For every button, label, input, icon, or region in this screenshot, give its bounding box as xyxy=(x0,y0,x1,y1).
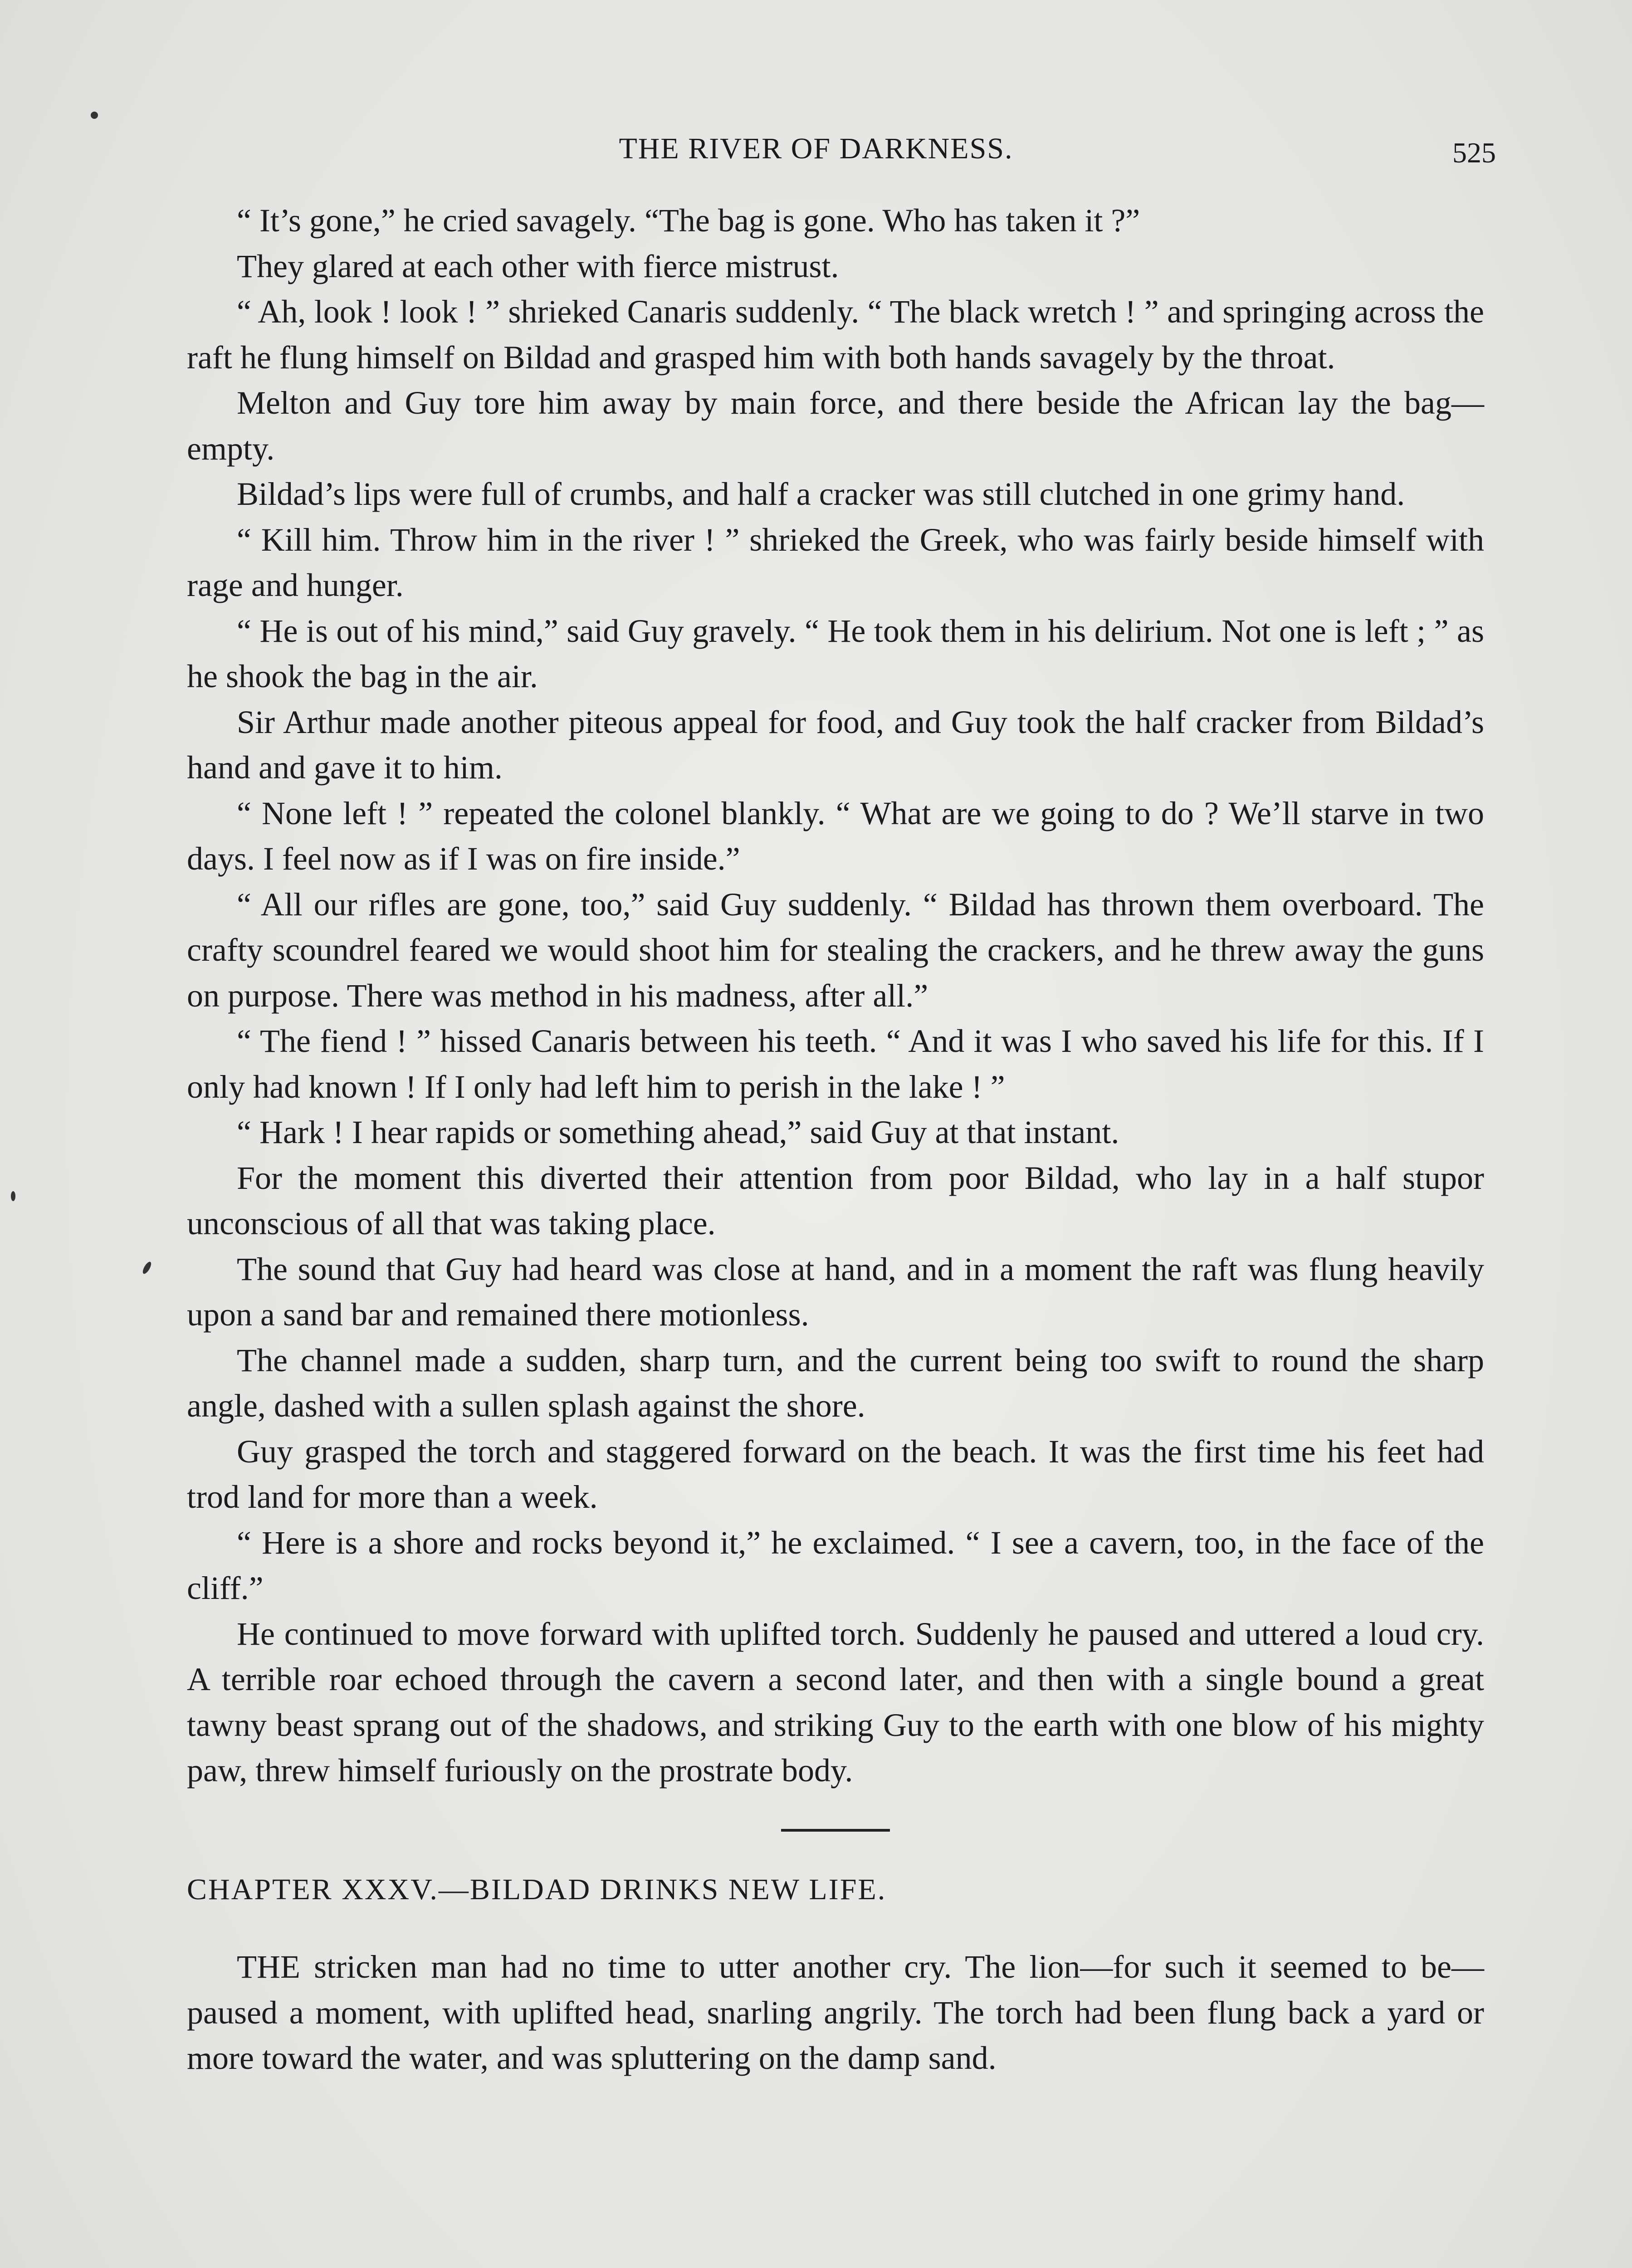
paragraph: Guy grasped the torch and staggered forward on the beach. It was the first time his feet had trod land for more than a week. xyxy=(187,1433,1484,1515)
paragraph: “ Kill him. Throw him in the river ! ” shrieked the Greek, who was fairly beside himself with rage and hunger. xyxy=(187,521,1484,603)
ink-speck xyxy=(141,1261,152,1275)
paragraph: “ None left ! ” repeated the colonel blankly. “ What are we going to do ? We’ll starve in two days. I feel now as if I was on fire inside.” xyxy=(187,795,1484,877)
chapter-heading: CHAPTER XXXV.—BILDAD DRINKS NEW LIFE. xyxy=(187,1872,887,1906)
paragraph: “ All our rifles are gone, too,” said Guy suddenly. “ Bildad has thrown them overboard. The crafty scoundrel feared we would shoot him for stealing the crackers, and he threw away the guns on purpose. There was method in his madness, after all.” xyxy=(187,886,1484,1014)
section-divider xyxy=(781,1829,890,1832)
paragraph: The channel made a sudden, sharp turn, and the current being too swift to round the sharp angle, dashed with a sullen splash against the shore. xyxy=(187,1342,1484,1424)
page-header xyxy=(0,132,1632,172)
paragraph: “ Here is a shore and rocks beyond it,” he exclaimed. “ I see a cavern, too, in the face of the cliff.” xyxy=(187,1524,1484,1606)
page-number: 525 xyxy=(1452,137,1496,169)
paragraph: Bildad’s lips were full of crumbs, and half a cracker was still clutched in one grimy hand. xyxy=(237,476,1405,512)
paragraph: THE stricken man had no time to utter another cry. The lion—for such it seemed to be—paused a moment, with uplifted head, snarling angrily. The torch had been flung back a yard or more toward the water, and was spluttering on the damp sand. xyxy=(187,1949,1484,2076)
paragraph: For the moment this diverted their attention from poor Bildad, who lay in a half stupor unconscious of all that was taking place. xyxy=(187,1159,1484,1242)
paragraph: “ Ah, look ! look ! ” shrieked Canaris suddenly. “ The black wretch ! ” and springing across the raft he flung himself on Bildad and grasped him with both hands savagely by the throat. xyxy=(187,293,1484,376)
running-title: THE RIVER OF DARKNESS. xyxy=(619,132,1013,165)
paragraph: The sound that Guy had heard was close at hand, and in a moment the raft was flung heavily upon a sand bar and remained there motionless. xyxy=(187,1251,1484,1333)
paragraph: “ He is out of his mind,” said Guy gravely. “ He took them in his delirium. Not one is left ; ” as he shook the bag in the air. xyxy=(187,612,1484,694)
paragraph: Sir Arthur made another piteous appeal for food, and Guy took the half cracker from Bildad’s hand and gave it to him. xyxy=(187,704,1484,786)
ink-speck xyxy=(91,112,98,119)
paragraph: “ Hark ! I hear rapids or something ahead,” said Guy at that instant. xyxy=(237,1114,1119,1150)
paragraph: He continued to move forward with uplifted torch. Suddenly he paused and uttered a loud cry. A terrible roar echoed through the cavern a second later, and then with a single bound a great tawny beast sprang out of the shadows, and striking Guy to the earth with one blow of his mighty paw, threw himself furiously on the prostrate body. xyxy=(187,1615,1484,1789)
paragraph: “ The fiend ! ” hissed Canaris between his teeth. “ And it was I who saved his life for this. If I only had known ! If I only had left him to perish in the lake ! ” xyxy=(187,1023,1484,1105)
paragraph: Melton and Guy tore him away by main force, and there beside the African lay the bag—empty. xyxy=(187,385,1484,467)
paragraph: They glared at each other with fierce mistrust. xyxy=(237,248,839,284)
paragraph: “ It’s gone,” he cried savagely. “The bag is gone. Who has taken it ?” xyxy=(237,202,1140,239)
body-text xyxy=(187,198,1484,2081)
ink-speck xyxy=(11,1191,15,1201)
